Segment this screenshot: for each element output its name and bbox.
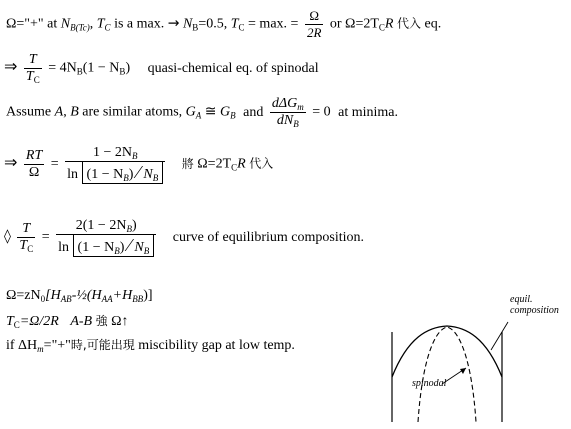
dh-sub: m: [37, 344, 44, 354]
eq-num-text: 2(1 − 2N: [75, 218, 127, 233]
equation-line-8: [6, 336, 295, 354]
r-symbol-2: R: [237, 156, 246, 172]
tc-den-sub: C: [33, 75, 40, 85]
inner-num-sub-2: B: [114, 246, 120, 256]
t-numerator: T: [28, 52, 37, 67]
similar-text: are similar atoms,: [82, 104, 183, 120]
eq-num-end: ): [131, 218, 137, 233]
ln-text-2: ln: [58, 240, 70, 255]
equation-line-6: [6, 288, 153, 304]
miscibility-text: miscibility gap at low temp.: [138, 338, 295, 353]
cjk-substitute: 代入: [396, 16, 421, 31]
right-arrow-icon: →: [167, 15, 180, 32]
half-h: -½(H: [71, 288, 102, 303]
rhs-sub: B: [76, 66, 83, 77]
omega-den: Ω: [24, 164, 44, 181]
tc-symbol-2: T: [230, 16, 239, 32]
inner-den-2: N: [134, 240, 144, 255]
implies-arrow-icon-2: ⇒: [4, 152, 18, 172]
frac-denominator: 2R: [306, 25, 322, 40]
equation-line-1: [6, 8, 441, 41]
eq-num-sub: B: [126, 224, 132, 234]
equals-zero: = 0: [312, 104, 331, 120]
t-num-2: T: [22, 221, 31, 236]
tc-subscript-2: C: [238, 22, 245, 33]
equilibrium-curve: [392, 326, 502, 377]
omega-condition: Ω="+" at: [6, 16, 58, 32]
is-max-text: is a max.: [114, 16, 165, 32]
tc-omega-2r: =Ω/2R: [19, 314, 59, 329]
nb-subscript-2: B: [192, 22, 199, 33]
haa-sub: AA: [101, 294, 113, 304]
plus-h: +H: [112, 288, 133, 303]
tc-symbol-3: T: [6, 314, 14, 329]
implies-arrow-icon: ⇒: [4, 56, 18, 76]
equation-line-7: [6, 312, 129, 330]
inner-num-sub: B: [123, 173, 129, 183]
diamond-icon: ◊: [4, 228, 11, 245]
eq-max: = max. =: [248, 16, 299, 32]
dden-text: dN: [276, 113, 294, 128]
inner-num-end-2: ): [119, 240, 125, 255]
eq-end: eq.: [424, 16, 442, 32]
omega-eq: Ω=2T: [197, 156, 232, 172]
eq-rhs-numerator: [56, 218, 156, 234]
equil-label: [510, 294, 559, 316]
minima-text: at minima.: [338, 104, 398, 120]
equation-line-3: [6, 96, 398, 129]
dh-positive: ="+": [43, 338, 71, 353]
comma-ab: ,: [63, 104, 67, 120]
derivative-den: [270, 112, 306, 129]
tc-sub-3: C: [13, 320, 20, 330]
omega-up: Ω↑: [111, 314, 129, 329]
inner-den-sub: B: [152, 173, 159, 183]
ln-bracket-2: $(1 - N_B)$ ⁄ $N_B$: [73, 235, 155, 257]
rhs-4nb: = 4N: [48, 60, 77, 76]
tc-den-2: [17, 237, 35, 254]
comma: ,: [89, 16, 94, 32]
spinodal-diagram-label: spinodal: [412, 378, 447, 389]
tc-den-symbol: T: [25, 69, 34, 84]
tc-den-2-sub: C: [27, 244, 34, 254]
equation-line-2: [4, 52, 319, 85]
omega-over-2r: [305, 8, 323, 41]
t-over-tc: [24, 52, 42, 85]
ln-bracket: $(1 - N_B)$ ⁄ $N_B$: [82, 162, 164, 184]
equil-label-line-1: equil.: [510, 294, 533, 305]
equil-pointer: [491, 322, 508, 350]
omega-zn: Ω=zN: [6, 288, 41, 303]
inner-den-sub-2: B: [143, 246, 150, 256]
tc-den-2-symbol: T: [19, 238, 28, 253]
spinodal-label: quasi-chemical eq. of spinodal: [147, 60, 319, 76]
equil-label-line-2: composition: [510, 305, 559, 316]
spinodal-rhs-fraction: [65, 145, 165, 184]
or-text: or Ω=2T: [329, 16, 379, 32]
cjk-jiang: 將: [181, 156, 194, 171]
cjk-strong: 強: [95, 314, 108, 328]
eq-rhs-denominator: [56, 234, 156, 257]
ga-sub: A: [195, 110, 202, 121]
tc-denominator: [24, 68, 42, 85]
miscibility-gap-diagram: [378, 292, 568, 424]
h-open: [H: [45, 288, 61, 303]
rt-num: RT: [25, 148, 43, 163]
omega-eq-sub: C: [231, 162, 238, 173]
gb-symbol: G: [220, 104, 231, 120]
equilibrium-rhs-fraction: [56, 218, 156, 257]
cjk-when-possible: 時,可能出現: [70, 338, 135, 352]
and-text: and: [243, 104, 264, 120]
assume-text: Assume: [6, 104, 52, 120]
spinodal-curve: [418, 327, 476, 422]
ln-text: ln: [67, 167, 79, 182]
rt-over-omega: [24, 148, 44, 181]
rhs-numerator: [65, 145, 165, 161]
atom-a: A: [54, 104, 64, 120]
close-bracket: )]: [143, 288, 153, 303]
rhs-denominator: [65, 161, 165, 184]
inner-num-end: ): [128, 167, 134, 182]
derivative-fraction: [270, 96, 306, 129]
ga-symbol: G: [185, 104, 196, 120]
tc-symbol: T: [96, 16, 105, 32]
derivative-num: [270, 96, 306, 112]
cjk-substitute-2: 代入: [249, 156, 274, 171]
frac-numerator: Ω: [309, 8, 319, 23]
nb-symbol: N: [60, 16, 71, 32]
num-sub: B: [131, 151, 138, 161]
inner-den: N: [143, 167, 153, 182]
gb-sub: B: [230, 110, 236, 121]
or-sub: C: [378, 22, 385, 33]
atom-b: B: [70, 104, 79, 120]
dnum-sub: m: [297, 102, 304, 112]
equation-line-5: ◊ $\frac{T}{T_C}$ = $\frac{2(1 - 2N_B)}{\ln (1 - N_B) ⁄ N_B}$ curve of equilibrium composition.: [4, 218, 365, 256]
t-over-tc-2: [17, 221, 35, 254]
zn-sub: 0: [40, 294, 46, 304]
inner-num: (1 − N: [86, 167, 124, 182]
nb-value: =0.5,: [198, 16, 228, 32]
tc-subscript: C: [104, 22, 111, 33]
a-b-bond: A-B: [70, 314, 93, 329]
paren-open: (1 − N: [82, 60, 120, 76]
hab-sub: AB: [60, 294, 72, 304]
num-text: 1 − 2N: [92, 145, 132, 160]
r-symbol: R: [384, 16, 394, 32]
nb-symbol-2: N: [182, 16, 193, 32]
nb-subscript: B(Tc): [70, 22, 90, 33]
paren-close: ): [125, 60, 131, 76]
equation-line-4: ⇒ $\frac{RT}{\Omega}$ = $\frac{1 - 2N_B}{\ln (1 - N_B) ⁄ N_B}$ 將 $\Omega=2T_CR$ 代入: [4, 145, 274, 183]
dden-sub: B: [293, 119, 299, 129]
dnum-text: dΔG: [271, 96, 298, 111]
approx-sign: ≅: [204, 104, 217, 120]
equilibrium-label: curve of equilibrium composition.: [172, 229, 365, 245]
if-dh: if ΔH: [6, 338, 38, 353]
paren-sub: B: [119, 66, 126, 77]
inner-num-2: (1 − N: [77, 240, 115, 255]
hbb-sub: BB: [132, 294, 144, 304]
